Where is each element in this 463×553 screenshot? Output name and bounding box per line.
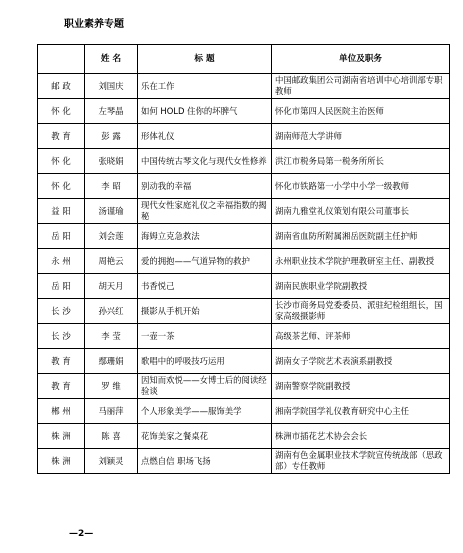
cell-region: 株 洲 xyxy=(38,424,85,449)
cell-topic: 中国传统古琴文化与现代女性修养 xyxy=(138,149,272,174)
cell-role: 湖南民族职业学院副教授 xyxy=(272,274,450,299)
cell-region: 教 育 xyxy=(38,124,85,149)
cell-role: 湖南师范大学讲师 xyxy=(272,124,450,149)
table-row xyxy=(38,149,450,174)
table-row xyxy=(38,249,450,274)
cell-topic: 现代女性家庭礼仪之幸福指数的揭秘 xyxy=(138,199,272,224)
cell-topic: 摄影从手机开始 xyxy=(138,299,272,324)
cell-topic: 如何 HOLD 住你的坏脾气 xyxy=(138,99,272,124)
table-row xyxy=(38,99,450,124)
header-role: 单位及职务 xyxy=(272,45,450,74)
cell-role: 湖南省血防所附属湘岳医院副主任护师 xyxy=(272,224,450,249)
table-row xyxy=(38,224,450,249)
table-header-row xyxy=(38,45,450,74)
cell-role: 中国邮政集团公司湖南省培训中心培训部专职教师 xyxy=(272,74,450,99)
cell-region: 岳 阳 xyxy=(38,224,85,249)
header-region xyxy=(38,45,85,74)
table-row xyxy=(38,424,450,449)
cell-role: 永州职业技术学院护理教研室主任、副教授 xyxy=(272,249,450,274)
cell-topic: 个人形象美学——服饰美学 xyxy=(138,399,272,424)
cell-name: 刘会莲 xyxy=(85,224,138,249)
cell-region: 长 沙 xyxy=(38,324,85,349)
cell-role: 株洲市插花艺术协会会长 xyxy=(272,424,450,449)
cell-role: 湖南女子学院艺术表演系副教授 xyxy=(272,349,450,374)
cell-role: 长沙市商务局党委委员、派驻纪检组组长，国家高级摄影师 xyxy=(272,299,450,324)
cell-name: 陈 喜 xyxy=(85,424,138,449)
table-row xyxy=(38,124,450,149)
header-name: 姓 名 xyxy=(85,45,138,74)
table-row xyxy=(38,374,450,399)
cell-topic: 爱的拥抱——气道异物的救护 xyxy=(138,249,272,274)
table-row xyxy=(38,449,450,474)
cell-topic: 书香悦己 xyxy=(138,274,272,299)
cell-topic: 形体礼仪 xyxy=(138,124,272,149)
cell-role: 湘南学院国学礼仪教育研究中心主任 xyxy=(272,399,450,424)
table-row xyxy=(38,174,450,199)
cell-region: 邮 政 xyxy=(38,74,85,99)
table-row xyxy=(38,274,450,299)
cell-topic: 因知而欢悦——女博士后的阅读经验谈 xyxy=(138,374,272,399)
cell-name: 张晓娟 xyxy=(85,149,138,174)
cell-name: 胡天月 xyxy=(85,274,138,299)
cell-role: 湖南警察学院副教授 xyxy=(272,374,450,399)
cell-name: 左琴晶 xyxy=(85,99,138,124)
table-row xyxy=(38,349,450,374)
cell-role: 洪江市税务局第一税务所所长 xyxy=(272,149,450,174)
cell-topic: 花饰美家之餐桌花 xyxy=(138,424,272,449)
lecturer-table xyxy=(37,44,450,474)
cell-topic: 点燃自信 职场飞扬 xyxy=(138,449,272,474)
table-body xyxy=(38,74,450,474)
cell-region: 长 沙 xyxy=(38,299,85,324)
table-row xyxy=(38,399,450,424)
cell-region: 怀 化 xyxy=(38,174,85,199)
cell-name: 彭 露 xyxy=(85,124,138,149)
cell-region: 怀 化 xyxy=(38,149,85,174)
cell-topic: 海姆立克急救法 xyxy=(138,224,272,249)
cell-region: 郴 州 xyxy=(38,399,85,424)
cell-region: 怀 化 xyxy=(38,99,85,124)
cell-region: 教 育 xyxy=(38,349,85,374)
cell-name: 李 莹 xyxy=(85,324,138,349)
cell-name: 鄢珊娟 xyxy=(85,349,138,374)
cell-region: 株 洲 xyxy=(38,449,85,474)
cell-topic: 别动我的幸福 xyxy=(138,174,272,199)
cell-name: 周艳云 xyxy=(85,249,138,274)
cell-role: 湖南有色金属职业技术学院宣传统战部（思政部）专任教师 xyxy=(272,449,450,474)
cell-region: 永 州 xyxy=(38,249,85,274)
cell-region: 益 阳 xyxy=(38,199,85,224)
cell-name: 罗 维 xyxy=(85,374,138,399)
cell-region: 教 育 xyxy=(38,374,85,399)
cell-role: 怀化市铁路第一小学中小学一级教师 xyxy=(272,174,450,199)
cell-name: 刘国庆 xyxy=(85,74,138,99)
cell-region: 岳 阳 xyxy=(38,274,85,299)
cell-role: 高级茶艺师、评茶师 xyxy=(272,324,450,349)
section-title: 职业素养专题 xyxy=(64,19,124,30)
cell-name: 孙兴红 xyxy=(85,299,138,324)
cell-topic: 一壶一茶 xyxy=(138,324,272,349)
table-row xyxy=(38,299,450,324)
table-row xyxy=(38,199,450,224)
page-number: —2— xyxy=(69,529,94,539)
table-row xyxy=(38,74,450,99)
cell-topic: 歌唱中的呼吸技巧运用 xyxy=(138,349,272,374)
cell-name: 汤谨瑜 xyxy=(85,199,138,224)
cell-name: 马丽萍 xyxy=(85,399,138,424)
cell-role: 怀化市第四人民医院主治医师 xyxy=(272,99,450,124)
cell-role: 湖南九雅堂礼仪策划有限公司董事长 xyxy=(272,199,450,224)
cell-topic: 乐在工作 xyxy=(138,74,272,99)
table-row xyxy=(38,324,450,349)
cell-name: 刘颖灵 xyxy=(85,449,138,474)
cell-name: 李 昭 xyxy=(85,174,138,199)
header-topic: 标 题 xyxy=(138,45,272,74)
